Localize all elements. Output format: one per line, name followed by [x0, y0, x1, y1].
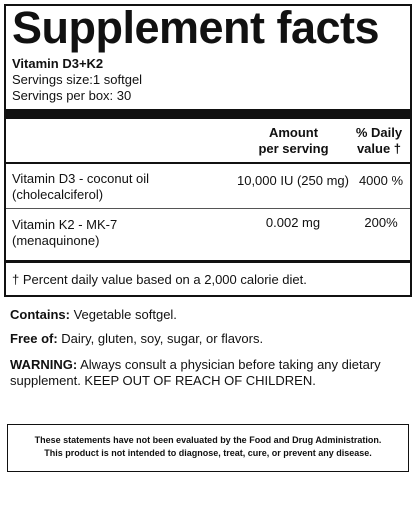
dv-header-line2: value † — [356, 141, 402, 156]
footer-divider — [6, 260, 410, 263]
warning-text: Always consult a physician before taking any dietary supplement. KEEP OUT OF REACH OF CHILDREN. — [10, 357, 381, 388]
amount-header-line1: Amount — [268, 125, 319, 140]
supplement-facts-panel — [4, 4, 412, 297]
ingredient-daily-value: 4000 % — [358, 173, 404, 188]
disclaimer-line1: These statements have not been evaluated by the Food and Drug Administration. — [34, 435, 382, 445]
header-divider — [6, 162, 410, 164]
fda-disclaimer-box — [7, 424, 409, 472]
amount-column-header — [236, 125, 351, 157]
free-of-label: Free of: — [10, 331, 58, 346]
amount-header-line2: per serving — [258, 141, 329, 156]
ingredient-name — [12, 171, 212, 203]
ingredient-amount: 0.002 mg — [265, 215, 321, 230]
servings-per-box: Servings per box: 30 — [12, 88, 132, 103]
ingredient-name-line1: Vitamin K2 - MK-7 — [12, 217, 118, 232]
row-divider — [6, 208, 410, 209]
free-of-statement — [10, 331, 263, 347]
serving-size: Servings size:1 softgel — [12, 72, 143, 87]
dv-header-line1: % Daily — [355, 125, 403, 140]
panel-title: Supplement facts — [12, 2, 380, 53]
free-of-text: Dairy, gluten, soy, sugar, or flavors. — [57, 331, 264, 346]
ingredient-name — [12, 217, 212, 249]
disclaimer-line2: This product is not intended to diagnose, treat, cure, or prevent any disease. — [44, 448, 372, 458]
warning-statement — [10, 357, 410, 389]
daily-value-column-header — [344, 125, 414, 157]
contains-label: Contains: — [10, 307, 70, 322]
ingredient-amount: 10,000 IU (250 mg) — [236, 173, 349, 188]
warning-label: WARNING: — [10, 357, 78, 372]
ingredient-name-line2: (cholecalciferol) — [12, 187, 104, 202]
product-name: Vitamin D3+K2 — [12, 56, 104, 71]
ingredient-name-line1: Vitamin D3 - coconut oil — [12, 171, 150, 186]
contains-statement — [10, 307, 177, 323]
daily-value-footnote: † Percent daily value based on a 2,000 calorie diet. — [12, 272, 307, 287]
thick-divider — [6, 109, 410, 119]
contains-text: Vegetable softgel. — [69, 307, 177, 322]
ingredient-daily-value: 200% — [364, 215, 398, 230]
ingredient-name-line2: (menaquinone) — [12, 233, 100, 248]
